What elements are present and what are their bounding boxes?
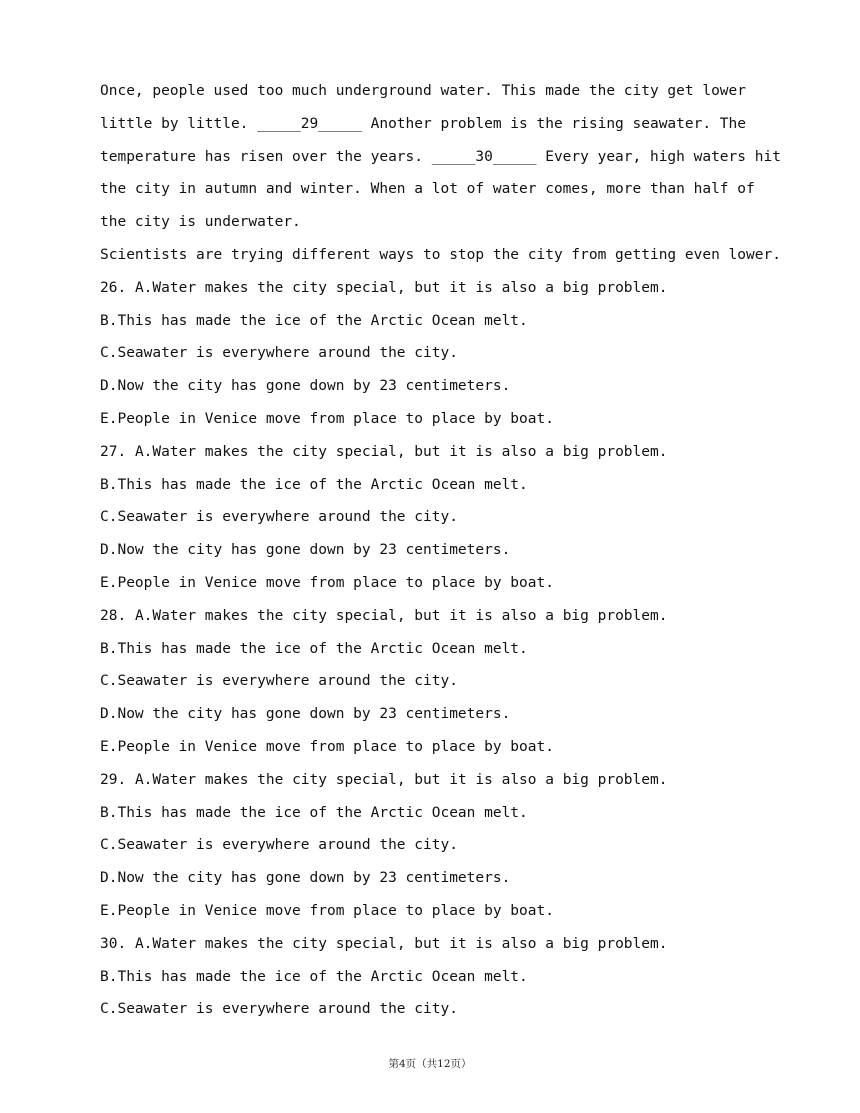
option-b: B.This has made the ice of the Arctic Ocean melt.: [100, 312, 528, 329]
question-27: [100, 436, 780, 600]
option-b: B.This has made the ice of the Arctic Ocean melt.: [100, 804, 528, 821]
option-d: D.Now the city has gone down by 23 centimeters.: [100, 706, 511, 723]
question-first-line: [100, 764, 780, 797]
passage: [100, 75, 780, 272]
option-c: C.Seawater is everywhere around the city.: [100, 345, 458, 362]
question-first-line: [100, 436, 780, 469]
passage-line: Scientists are trying different ways to stop the city from getting even lower.: [100, 246, 781, 263]
option-c: C.Seawater is everywhere around the city.: [100, 673, 458, 690]
option-e: E.People in Venice move from place to place by boat.: [100, 738, 554, 755]
question-26: [100, 272, 780, 436]
question-first-line: [100, 928, 780, 961]
option-a: A.Water makes the city special, but it is also a big problem.: [134, 771, 668, 788]
question-first-line: [100, 272, 780, 305]
question-number: 29.: [100, 771, 127, 788]
option-b: B.This has made the ice of the Arctic Ocean melt.: [100, 476, 528, 493]
option-c: C.Seawater is everywhere around the city.: [100, 1001, 458, 1018]
passage-line: the city in autumn and winter. When a lot of water comes, more than half of: [100, 181, 755, 198]
option-c: C.Seawater is everywhere around the city.: [100, 509, 458, 526]
option-a: A.Water makes the city special, but it is also a big problem.: [134, 279, 668, 296]
passage-line: little by little. _____29_____ Another problem is the rising seawater. The: [100, 115, 747, 132]
option-a: A.Water makes the city special, but it is also a big problem.: [134, 935, 668, 952]
question-number: 27.: [100, 443, 127, 460]
option-e: E.People in Venice move from place to place by boat.: [100, 410, 554, 427]
page-content: [100, 75, 780, 1026]
passage-line: temperature has risen over the years. _____30_____ Every year, high waters hit: [100, 148, 781, 165]
option-d: D.Now the city has gone down by 23 centimeters.: [100, 870, 511, 887]
question-28: [100, 600, 780, 764]
option-a: A.Water makes the city special, but it is also a big problem.: [134, 443, 668, 460]
question-30: [100, 928, 780, 1026]
page-footer: 第4页（共12页）: [388, 1058, 472, 1070]
option-a: A.Water makes the city special, but it is also a big problem.: [134, 607, 668, 624]
option-e: E.People in Venice move from place to place by boat.: [100, 902, 554, 919]
question-29: [100, 764, 780, 928]
passage-line: the city is underwater.: [100, 214, 301, 231]
passage-line: Once, people used too much underground water. This made the city get lower: [100, 83, 747, 99]
option-e: E.People in Venice move from place to place by boat.: [100, 574, 554, 591]
option-d: D.Now the city has gone down by 23 centimeters.: [100, 378, 511, 395]
question-first-line: [100, 600, 780, 633]
option-b: B.This has made the ice of the Arctic Ocean melt.: [100, 968, 528, 985]
question-number: 26.: [100, 279, 127, 296]
question-number: 30.: [100, 935, 127, 952]
option-b: B.This has made the ice of the Arctic Ocean melt.: [100, 640, 528, 657]
option-c: C.Seawater is everywhere around the city.: [100, 837, 458, 854]
question-number: 28.: [100, 607, 127, 624]
option-d: D.Now the city has gone down by 23 centimeters.: [100, 542, 511, 559]
